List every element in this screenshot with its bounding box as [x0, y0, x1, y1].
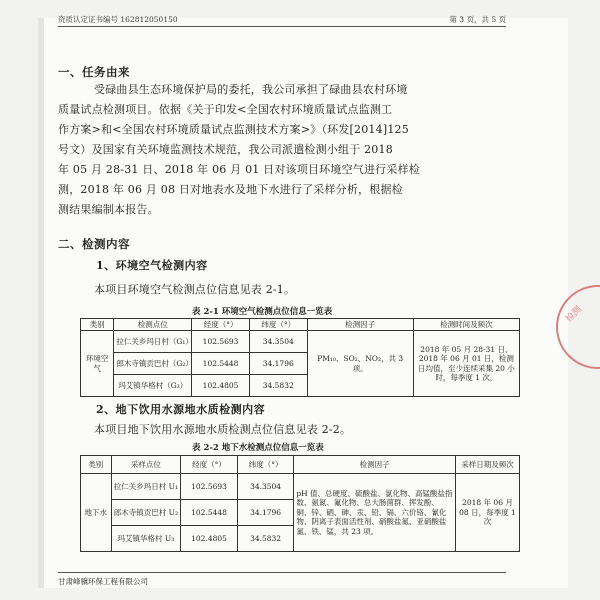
para-line: 测结果编制本报告。 — [58, 203, 159, 216]
certificate-number: 资质认定证书编号 162812050150 — [58, 15, 178, 24]
table-2-2-caption: 表 2-2 地下水检测点位信息一览表 — [192, 443, 324, 453]
col-header: 检测因子 — [294, 456, 456, 474]
site-cell: 郎木寺镇贡巴村 U₂ — [111, 500, 181, 526]
lat-cell: 34.5832 — [249, 375, 307, 397]
col-header: 纬度（°） — [237, 456, 294, 474]
lon-cell: 102.4805 — [181, 526, 238, 552]
col-header: 检测时间及频次 — [413, 319, 519, 331]
lon-cell: 102.5448 — [192, 353, 250, 375]
col-header: 类别 — [81, 319, 114, 331]
page-fold-shadow — [38, 18, 44, 588]
site-cell: 玛艾镇华格村（G₃） — [114, 375, 192, 397]
para-line: 质量试点检测项目。依据《关于印发<全国农村环境质量试点监测工 — [58, 103, 393, 116]
para-line: 受碌曲县生态环境保护局的委托，我公司承担了碌曲县农村环境 — [94, 83, 408, 96]
groundwater-table — [80, 455, 520, 552]
factors-cell: PM₁₀、SO₂、NO₂，共 3 项。 — [307, 331, 413, 397]
table-row — [81, 474, 520, 500]
category-cell: 环境空气 — [81, 331, 114, 397]
col-header: 经度（°） — [181, 456, 238, 474]
col-header: 经度（°） — [192, 319, 250, 331]
site-cell: 拉仁关乡玛日村（G₁） — [114, 331, 192, 353]
lat-cell: 34.5832 — [237, 526, 294, 552]
page-number: 第 3 页，共 5 页 — [449, 15, 506, 24]
col-header: 采样点位 — [111, 456, 181, 474]
para-line: 作方案>和<全国农村环境质量试点监测技术方案>》（环发[2014]125 — [58, 123, 409, 136]
air-monitoring-table — [80, 318, 520, 397]
air-intro: 本项目环境空气检测点位信息见表 2-1。 — [94, 283, 296, 296]
lon-cell: 102.5693 — [181, 474, 238, 500]
lat-cell: 34.1796 — [237, 500, 294, 526]
time-cell: 2018 年 05 月 28-31 日、2018 年 06 月 01 日，检测日均值，至少连续采集 20 小时，每季度 1 次。 — [413, 331, 519, 397]
section1-title: 一、任务由来 — [58, 65, 130, 79]
section2-title: 二、检测内容 — [58, 237, 130, 251]
factors-cell: pH 值、总硬度、硫酸盐、氯化物、高锰酸盐指数、氨氮、氟化物、总大肠菌群、挥发酚、铜、锌、硒、砷、汞、铅、镉、六价铬、氰化物、阴离子表面活性剂、硝酸盐氮、亚硝酸盐氮、铁、锰，共 23 项。 — [294, 474, 456, 552]
lon-cell: 102.4805 — [192, 375, 250, 397]
lat-cell: 34.1796 — [249, 353, 307, 375]
col-header: 检测因子 — [307, 319, 413, 331]
lon-cell: 102.5448 — [181, 500, 238, 526]
category-cell: 地下水 — [81, 474, 112, 552]
para-line: 号文）及国家有关环境监测技术规范，我公司派遣检测小组于 2018 — [58, 143, 393, 156]
col-header: 纬度（°） — [249, 319, 307, 331]
water-intro: 本项目地下饮用水源地水质检测点位信息见表 2-2。 — [94, 423, 352, 436]
para-line: 年 05 月 28-31 日、2018 年 06 月 01 日对该项目环境空气进行采样检 — [58, 163, 420, 176]
col-header: 采样日期及频次 — [455, 456, 519, 474]
stamp-text: 检测 — [564, 304, 584, 325]
page-header — [58, 14, 506, 27]
site-cell: 玛艾镇华格村 U₃ — [111, 526, 181, 552]
site-cell: 拉仁关乡玛日村 U₁ — [111, 474, 181, 500]
site-cell: 郎木寺镇贡巴村（G₂） — [114, 353, 192, 375]
lat-cell: 34.3504 — [249, 331, 307, 353]
table-row — [81, 331, 520, 353]
col-header: 类别 — [81, 456, 112, 474]
lon-cell: 102.5693 — [192, 331, 250, 353]
para-line: 测，2018 年 06 月 08 日对地表水及地下水进行了采样分析，根据检 — [58, 183, 403, 196]
lat-cell: 34.3504 — [237, 474, 294, 500]
air-heading: 1、环境空气检测内容 — [96, 259, 208, 272]
col-header: 检测点位 — [114, 319, 192, 331]
company-name: 甘肃峰骥环保工程有限公司 — [58, 577, 148, 586]
water-heading: 2、地下饮用水源地水质检测内容 — [96, 403, 266, 416]
page-footer — [58, 572, 506, 587]
time-cell: 2018 年 06 月 08 日，每季度 1 次 — [455, 474, 519, 552]
table-2-1-caption: 表 2-1 环境空气检测点位信息一览表 — [192, 307, 333, 317]
